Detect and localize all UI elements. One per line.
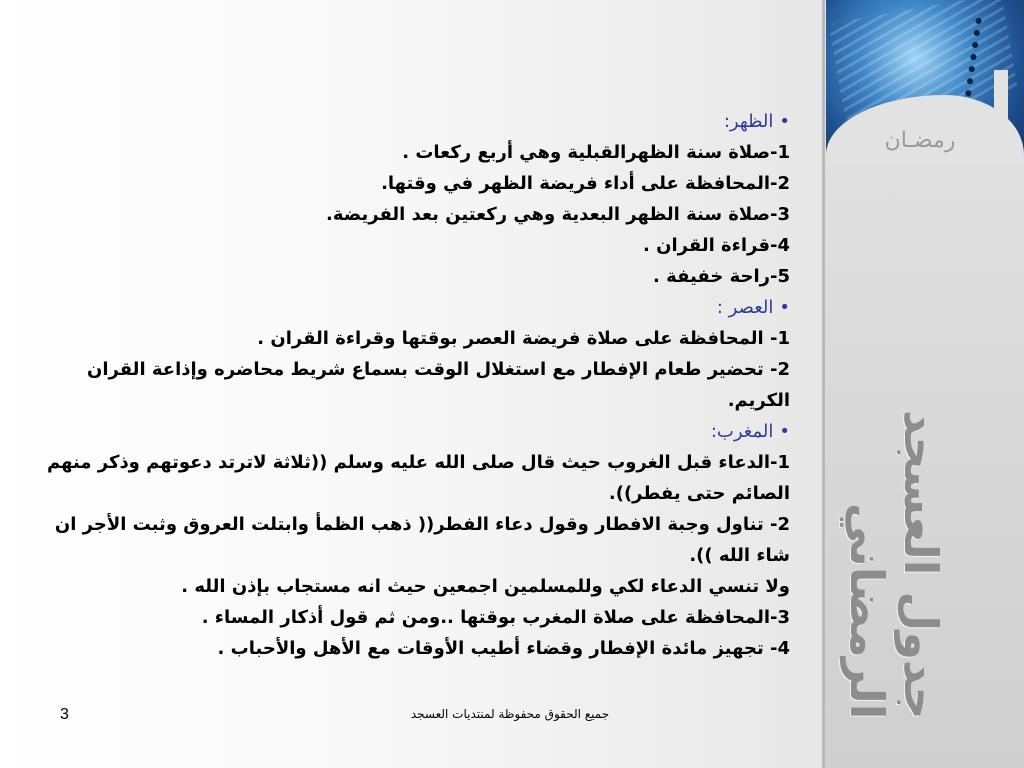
schedule-content <box>30 106 790 664</box>
schedule-item: 4- تجهيز مائدة الإفطار وقضاء أطيب الأوقات مع الأهل والأحباب . <box>217 638 790 659</box>
page-number: 3 <box>60 706 69 723</box>
section-heading-text: العصر : <box>716 297 774 318</box>
bullet-icon: • <box>779 111 790 132</box>
vertical-title: جدول العسجد الرمضاني <box>840 410 948 720</box>
section-heading <box>30 106 790 137</box>
footer-copyright: جميع الحقوق محفوظة لمنتديات العسجد <box>410 707 610 721</box>
schedule-item: 2- تحضير طعام الإفطار مع استغلال الوقت بسماع شريط محاضره وإذاعة القران الكريم. <box>87 359 790 411</box>
schedule-item: 5-راحة خفيفة . <box>653 266 790 287</box>
schedule-item: 2- تناول وجبة الافطار وقول دعاء الفطر(( ذهب الظمأ وابتلت العروق وثبت الأجر ان شاء الله )). <box>54 514 790 566</box>
schedule-item: 1-الدعاء قبل الغروب حيث قال صلى الله عليه وسلم ((ثلاثة لاترتد دعوتهم وذكر منهم الصائم حتى يفطر)). <box>47 452 790 504</box>
schedule-item: 1- المحافظة على صلاة فريضة العصر بوقتها وقراءة القران . <box>257 328 790 349</box>
schedule-item: 1-صلاة سنة الظهرالقبلية وهي أربع ركعات . <box>402 142 790 163</box>
bullet-icon: • <box>779 297 790 318</box>
section-heading-text: المغرب: <box>710 421 774 442</box>
minaret-silhouette <box>994 70 1008 165</box>
bullet-icon: • <box>779 421 790 442</box>
schedule-item: ولا تنسي الدعاء لكي وللمسلمين اجمعين حيث انه مستجاب بإذن الله . <box>181 576 790 597</box>
banner-word: رمضـان <box>884 128 956 153</box>
section-heading <box>30 292 790 323</box>
schedule-item: 2-المحافظة على أداء فريضة الظهر في وقتها. <box>381 173 790 194</box>
section-heading <box>30 416 790 447</box>
schedule-item: 4-قراءة القران . <box>643 235 790 256</box>
schedule-item: 3-المحافظة على صلاة المغرب بوقتها ..ومن ثم قول أذكار المساء . <box>201 607 790 628</box>
section-heading-text: الظهر: <box>723 111 774 132</box>
schedule-item: 3-صلاة سنة الظهر البعدية وهي ركعتين بعد الفريضة. <box>326 204 790 225</box>
